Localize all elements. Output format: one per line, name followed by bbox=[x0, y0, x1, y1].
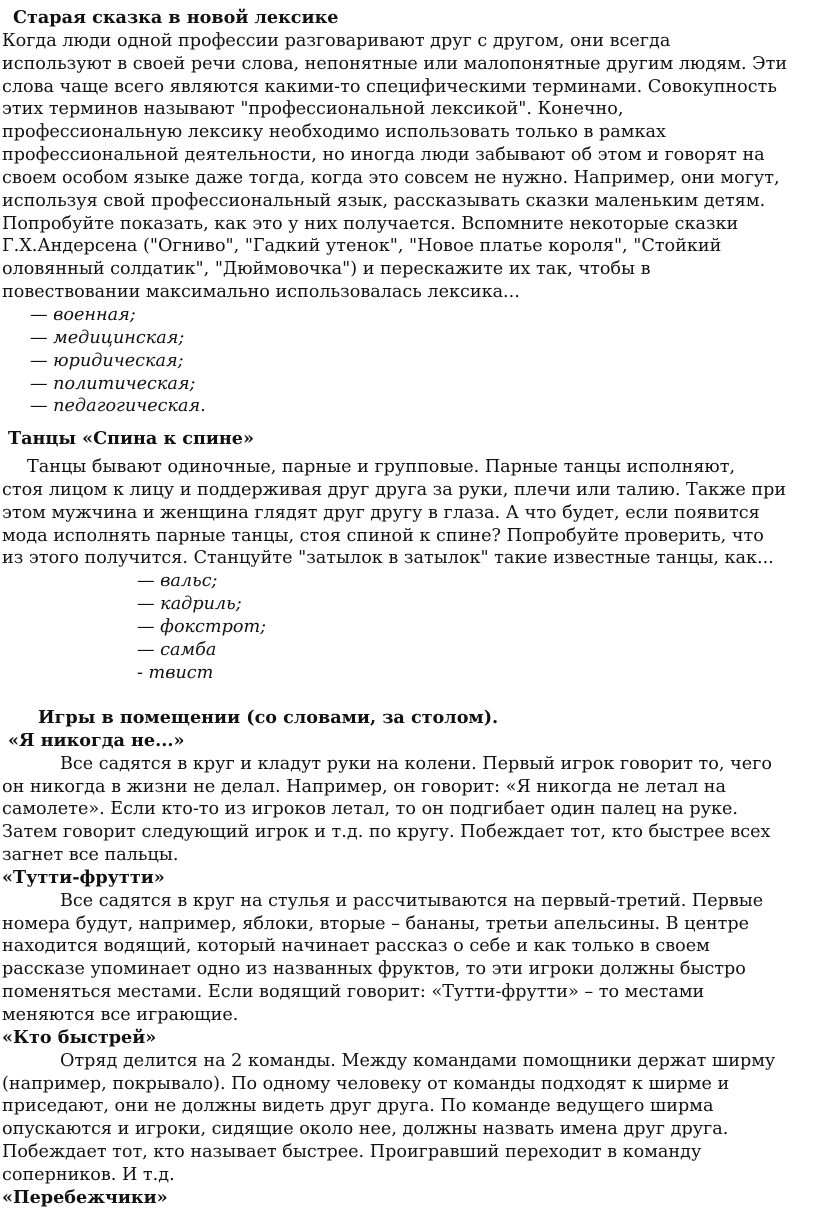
paragraph-line: (например, покрывало). По одному человеку от команды подходят к ширме и bbox=[2, 1073, 730, 1094]
list-item: — юридическая; bbox=[30, 350, 184, 371]
game-title: «Перебежчики» bbox=[2, 1186, 168, 1208]
paragraph-line: номера будут, например, яблоки, вторые – бананы, третьи апельсины. В центре bbox=[2, 913, 750, 934]
paragraph-line: Побеждает тот, кто называет быстрее. Проигравший переходит в команду bbox=[2, 1142, 702, 1163]
list-item: — педагогическая. bbox=[30, 396, 206, 417]
paragraph-line: приседают, они не должны видеть друг друга. По команде ведущего ширма bbox=[2, 1096, 714, 1117]
section-dances bbox=[0, 428, 816, 451]
paragraph-line: используют в своей речи слова, непонятные или малопонятные другим людям. Эти bbox=[2, 53, 788, 74]
paragraph-line: Затем говорит следующий игрок и т.д. по кругу. Побеждает тот, кто быстрее всех bbox=[2, 822, 771, 843]
paragraph-line: используя свой профессиональный язык, рассказывать сказки маленьким детям. bbox=[2, 190, 766, 211]
paragraph-line: рассказе упоминает одно из названных фруктов, то эти игроки должны быстро bbox=[2, 959, 746, 980]
paragraph-line: стоя лицом к лицу и поддерживая друг друга за руки, плечи или талию. Также при bbox=[2, 479, 787, 500]
list-item: - твист bbox=[137, 662, 214, 683]
list-item: — вальс; bbox=[137, 571, 218, 592]
paragraph-line: Отряд делится на 2 команды. Между командами помощники держат ширму bbox=[60, 1050, 776, 1071]
list-item: — медицинская; bbox=[30, 327, 185, 348]
game-title: «Тутти-фрутти» bbox=[2, 866, 165, 888]
paragraph-line: повествовании максимально использовалась лексика... bbox=[2, 282, 520, 303]
paragraph-line: он никогда в жизни не делал. Например, он говорит: «Я никогда не летал на bbox=[2, 776, 726, 797]
list-item: — фокстрот; bbox=[137, 616, 267, 637]
paragraph-line: Когда люди одной профессии разговаривают друг с другом, они всегда bbox=[2, 30, 671, 51]
paragraph-line: поменяться местами. Если водящий говорит: «Тутти-фрутти» – то местами bbox=[2, 982, 705, 1003]
paragraph-line: находится водящий, который начинает рассказ о себе и как только в своем bbox=[2, 936, 710, 957]
paragraph-line: Все садятся в круг на стулья и рассчитываются на первый-третий. Первые bbox=[60, 890, 764, 911]
paragraph-line: этих терминов называют "профессиональной лексикой". Конечно, bbox=[2, 99, 624, 120]
section-title: Игры в помещении (со словами, за столом). bbox=[38, 707, 499, 728]
section-old-tale bbox=[0, 7, 816, 418]
list-item: — военная; bbox=[30, 304, 136, 325]
paragraph-line: Танцы бывают одиночные, парные и групповые. Парные танцы исполняют, bbox=[27, 457, 736, 477]
list-item: — самба bbox=[137, 639, 217, 660]
paragraph-line: профессиональной деятельности, но иногда люди забывают об этом и говорят на bbox=[2, 145, 765, 166]
paragraph-line: оловянный солдатик", "Дюймовочка") и перескажите их так, чтобы в bbox=[2, 259, 651, 280]
paragraph-line: соперников. И т.д. bbox=[2, 1164, 175, 1185]
paragraph-line: своем особом языке даже тогда, когда это совсем не нужно. Например, они могут, bbox=[2, 167, 780, 188]
paragraph-line: Попробуйте показать, как это у них получается. Вспомните некоторые сказки bbox=[2, 213, 739, 234]
section-title: Старая сказка в новой лексике bbox=[13, 7, 339, 28]
section-indoor-games bbox=[0, 707, 816, 1210]
paragraph-line: Г.Х.Андерсена ("Огниво", "Гадкий утенок", "Новое платье короля", "Стойкий bbox=[2, 236, 722, 257]
paragraph-line: профессиональную лексику необходимо использовать только в рамках bbox=[2, 122, 666, 143]
game-title: «Кто быстрей» bbox=[2, 1026, 157, 1048]
paragraph-line: этом мужчина и женщина глядят друг другу в глаза. А что будет, если появится bbox=[2, 502, 760, 523]
paragraph-line: Все садятся в круг и кладут руки на колени. Первый игрок говорит то, чего bbox=[60, 753, 772, 774]
paragraph-line: самолете». Если кто-то из игроков летал, то он подгибает один палец на руке. bbox=[2, 799, 738, 820]
section-title: Танцы «Спина к спине» bbox=[8, 428, 254, 449]
paragraph-line: из этого получится. Станцуйте "затылок в затылок" такие известные танцы, как... bbox=[2, 548, 774, 569]
section-dances-body bbox=[0, 456, 816, 684]
paragraph-line: загнет все пальцы. bbox=[2, 845, 179, 866]
paragraph-line: меняются все играющие. bbox=[2, 1004, 239, 1025]
paragraph-line: опускаются и игроки, сидящие около нее, должны назвать имена друг друга. bbox=[2, 1119, 729, 1140]
list-item: — кадриль; bbox=[137, 594, 242, 615]
list-item: — политическая; bbox=[30, 373, 196, 394]
game-title: «Я никогда не...» bbox=[8, 729, 185, 751]
paragraph-line: слова чаще всего являются какими-то специфическими терминами. Совокупность bbox=[2, 76, 777, 97]
paragraph-line: мода исполнять парные танцы, стоя спиной к спине? Попробуйте проверить, что bbox=[2, 525, 764, 546]
